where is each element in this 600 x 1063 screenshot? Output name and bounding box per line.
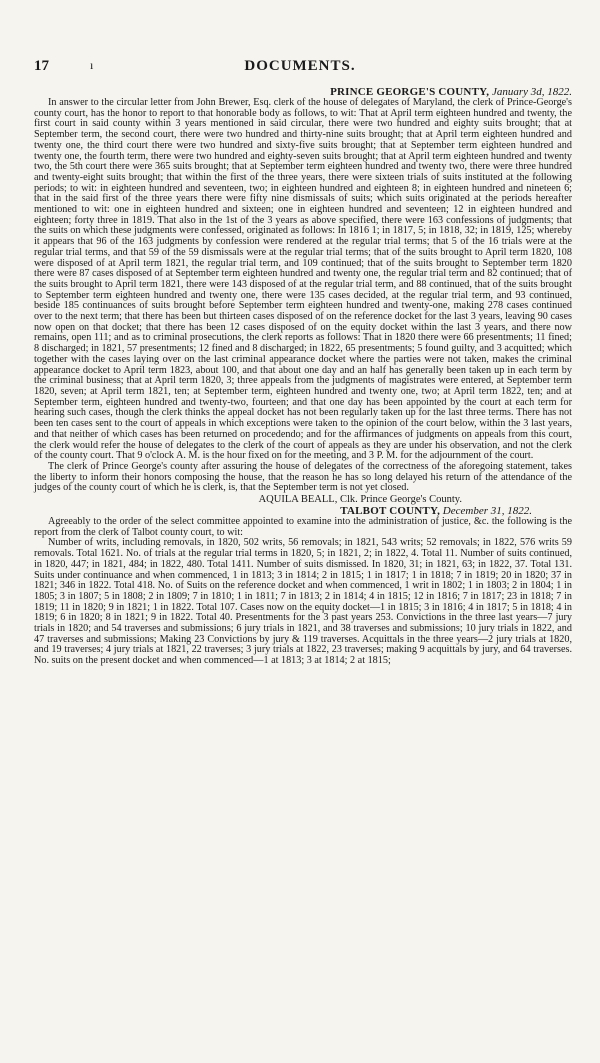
county-name: TALBOT COUNTY, bbox=[340, 505, 441, 518]
document-body bbox=[34, 86, 572, 667]
report-paragraph: Agreeably to the order of the select committee appointed to examine into the administration of justice, &c. the following is the report from the clerk of Talbot county court, to wit: bbox=[34, 516, 572, 538]
report-paragraph: The clerk of Prince George's county after assuring the house of delegates of the correctness of the aforegoing statement, takes the liberty to inform their honors composing the house, that the reason he has so long delayed his return of the attendance of the judges of the county court of which he is clerk, is, that the September term is not yet closed. bbox=[34, 460, 572, 494]
page-number: 17 bbox=[34, 58, 49, 74]
report-date: December 31, 1822. bbox=[442, 505, 532, 518]
clerk-signature: AQUILA BEALL, Clk. Prince George's County. bbox=[258, 494, 462, 506]
page-header bbox=[34, 58, 566, 76]
margin-mark: ı bbox=[90, 58, 94, 72]
county-name: PRINCE GEORGE'S COUNTY, bbox=[330, 86, 490, 98]
report-paragraph: Number of writs, including removals, in 1820, 502 writs, 56 removals; in 1821, 543 writs; 52 removals; in 1822, 576 writs 59 removals. Total 1621. No. of trials at the regular trial terms in 1820, 5; in 1821, 2; in 1822, 4. Total 11. Number of suits continued, in 1820, 447; in 1821, 484; in 1822, 480. Total 1411. Number of suits dismissed. In 1820, 31; in 1821, 63; in 1822, 37. Total 131. Suits under continuance and when commenced, 1 in 1813; 3 in 1814; 2 in 1815; 1 in 1817; 1 in 1818; 7 in 1819; 20 in 1820; 37 in 1821; 346 in 1822. Total 418. No. of Suits on the reference docket and when commenced, 1 writ in 1802; 1 in 1803; 2 in 1804; 1 in 1805; 3 in 1807; 5 in 1808; 2 in 1809; 7 in 1810; 1 in 1811; 7 in 1813; 2 in 1814; 4 in 1815; 12 in 1816; 7 in 1817; 23 in 1818; 7 in 1819; 11 in 1820; 9 in 1821; 1 in 1822. Total 107. Cases now on the equity docket—1 in 1815; 3 in 1816; 4 in 1817; 5 in 1818; 4 in 1819; 6 in 1820; 8 in 1821; 9 in 1822. Total 40. Presentments for the 3 past years 253. Convictions in the three last years—7 jury trials in 1820; and 54 traverses and submissions; 6 jury trials in 1821, and 38 traverses and submissions; 10 jury trials in 1822, and 47 traverses and submissions; Making 23 Convictions by jury & 119 traverses. Acquittals in the three years—2 jury trials at 1820, and 19 traverses; 4 jury trials at 1821, 22 traverses; 3 jury trials at 1822, 23 traverses; making 9 acquittals by jury, and 64 traverses. No. suits on the present docket and when commenced—1 at 1813; 3 at 1814; 2 at 1815; bbox=[34, 537, 572, 667]
report-date: January 3d, 1822. bbox=[491, 86, 572, 98]
report-paragraph: In answer to the circular letter from John Brewer, Esq. clerk of the house of delegates of Maryland, the clerk of Prince-George's county court, has the honor to report to that honorable body as follows, to wit: That at April term eighteen hundred and twenty, the first court in said county within 3 years mentioned in said circular, there were two hundred and eighty suits brought; that at September term, the second court, there were two hundred and thirty-nine suits brought; that at April term eighteen hundred and twenty one, the third court there were two hundred and sixty-five suits brought; that at September term eighteen hundred and twenty one, the fourth term, there were two hundred and eighty-seven suits brought; that at April term eighteen hundred and twenty two, the 5th court there were 365 suits brought; that at September term eighteen hundred and twenty two, there were three hundred and twenty-eight suits brought; that within the first of the three years, there were sixteen trials of suits instituted at the following periods; to wit: in eighteen hundred and seventeen, two; in eighteen hundred and eighteen 8; in eighteen hundred and nineteen 6; that in the said first of the three years there were fifty nine dismissals of suits; which suits originated at the periods hereafter mentioned to wit: one in eighteen hundred and sixteen; one in eighteen hundred and seventeen; 12 in eighteen hundred and eighteen; forty three in 1819. That also in the 1st of the 3 years as above specified, there were 163 confessions of judgments; that the suits on which these judgments were confessed, originated as follows: In 1816 1; in 1817, 5; in 1818, 32; in 1819, 125; whereby it appears that 96 of the 163 judgments by confession were rendered at the regular trial terms; that 5 of the 16 trials were at the regular trial terms, and that 59 of the 59 dismissals were at the regular trial terms; that of the suits brought to April term 1820, 108 were disposed of at April term 1821, the regular trial term, and 109 continued; that of the suits brought to September term 1820 there were 87 cases disposed of at September term eighteen hundred and twenty one, the regular trial term and 82 continued; that of the suits brought to April term 1821, there were 143 disposed of at the regular trial term, and 88 continued, that of the suits brought to September term eighteen hundred and twenty one, there were 135 cases decided, at the regular trial term, and 93 continued, beside 185 continuances of suits brought before September term eighteen hundred and twenty-one, making 278 cases continued over to the next term; that there has been but thirteen cases disposed of on the reference docket for the last 3 years, leaving 90 cases now open on that docket; that there has been 12 cases disposed of on the equity docket within the last 3 years, and there now remains, open 111; and as to criminal prosecutions, the clerk reports as follows: That in 1820 there were 66 presentments; 11 fined; 8 discharged; in 1821, 57 presentments; 12 fined and 8 discharged; in 1822, 65 presentments; 5 found guilty, and 3 acquitted; which together with the cases laying over on the last criminal appearance docket where the parties were not taken, makes the criminal appearance docket to April term 1823, about 100, and that about one day and an half has generally been taken up in each term by the criminal business; that at April term 1820, 3; three appeals from the judgments of magistrates were entered, at September term 1820, seven; at April term 1821, ten; at September term, eighteen hundred and twenty one, two; at April term 1822, ten; and at September term, eighteen hundred and twenty-two, fourteen; and that one day has been appointed by the court at each term for hearing such cases, though the clerk thinks the appeal docket has not been regularly taken up for the last three terms. There has not been ten cases sent to the court of appeals in which exceptions were taken to the opinion of the court below, within the 3 last years, and that neither of which cases has been returned on procedendo; and for the affirmances of judgments on appeals from this court, the clerk would refer the house of delegates to the clerk of the court of appeals as they are under his observation, and not the clerk of the county court. That 9 o'clock A. M. is the hour fixed on for the meeting, and 3 P. M. for the adjournment of the court. bbox=[34, 97, 572, 462]
running-head: DOCUMENTS. bbox=[244, 58, 356, 74]
